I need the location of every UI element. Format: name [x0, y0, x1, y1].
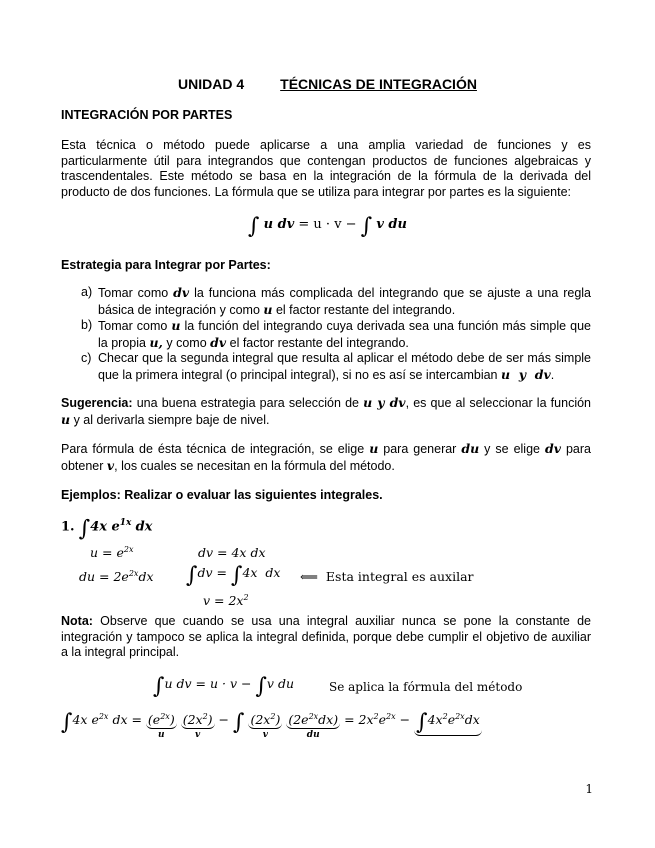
final-equation: ∫4x $e^{2x}$ dx = $(e^{2x})$ u $(2x^2)$ v − ∫ $(2x^2)$ v $(2e^{2x}dx)$ du = $2x^2e^{2x} - \int 4x^2e^{2x}dx$ [61, 710, 480, 741]
examples-heading: Ejemplos: Realizar o evaluar las siguientes integrales. [61, 488, 383, 502]
method-formula: ∫u dv = u · v − ∫v du [153, 674, 295, 699]
suggestion-paragraph: Sugerencia: una buena estrategia para selección de u y dv, es que al seleccionar la función u y al derivarla siempre baje de nivel. [61, 395, 591, 427]
v-brace: $(2x^2)$ v [182, 712, 213, 741]
dv-definition: dv = 4x dx [198, 545, 266, 560]
v-definition: $v = 2x^2$ [203, 593, 249, 609]
example-1-integral: 1. ∫4x $e^{1x}$ dx [61, 516, 153, 542]
example-number: 1. [61, 519, 75, 535]
strategy-heading: Estrategia para Integrar por Partes: [61, 258, 271, 272]
v-brace: $(2x^2)$ v [250, 712, 281, 741]
section-heading: INTEGRACIÓN POR PARTES [61, 108, 233, 122]
unit-label: UNIDAD 4 [178, 76, 245, 92]
remaining-integral-brace: $\int 4x^2e^{2x}dx$ [416, 710, 480, 736]
list-item: a) Tomar como dv la funciona más complicada del integrando que se ajuste a una regla básica de integración y como u el factor restante del integrando. [81, 285, 591, 317]
list-item: c) Checar que la segunda integral que resulta al aplicar el método debe de ser más simple que la primera integral (o principal integral), si no es así se intercambian u y dv. [81, 351, 591, 382]
auxiliary-label: ⟸ Esta integral es auxilar [300, 569, 474, 584]
parts-formula: ∫ u dv = u · v − ∫ v du [248, 214, 407, 239]
page-number: 1 [585, 782, 593, 796]
topic-title: TÉCNICAS DE INTEGRACIÓN [280, 76, 477, 92]
list-item: b) Tomar como u la función del integrando cuya derivada sea una función más simple que la propia u, y como dv el factor restante del integrando. [81, 318, 591, 350]
page-title [0, 76, 655, 92]
auxiliary-integral: ∫dv = ∫4x dx [186, 563, 281, 588]
left-arrow-icon: ⟸ [300, 569, 318, 584]
formula-note-paragraph: Para fórmula de ésta técnica de integración, se elige u para generar du y se elige dv para obtener v, los cuales se necesitan en la fórmula del método. [61, 441, 591, 473]
method-label: Se aplica la fórmula del método [329, 680, 523, 694]
strategy-list [61, 285, 591, 384]
intro-paragraph: Esta técnica o método puede aplicarse a una amplia variedad de funciones y es particularmente útil para integrandos que contengan productos de funciones algebraicas y trascendentales. Este método se basa en la integración de la fórmula de la derivada del producto de dos funciones. La fórmula que se utiliza para integrar por partes es la siguiente: [61, 138, 591, 199]
du-brace: $(2e^{2x}dx)$ du [288, 712, 339, 741]
u-brace: $(e^{2x})$ u [147, 712, 175, 741]
note-paragraph: Nota: Observe que cuando se usa una integral auxiliar nunca se pone la constante de integración y tampoco se aplica la integral definida, porque debe cumplir el objetivo de auxiliar a la integral principal. [61, 614, 591, 660]
du-definition: du = $2e^{2x}dx$ [79, 569, 154, 585]
u-definition: $u = e^{2x}$ [90, 545, 134, 561]
integral-sign: ∫ [248, 214, 260, 239]
